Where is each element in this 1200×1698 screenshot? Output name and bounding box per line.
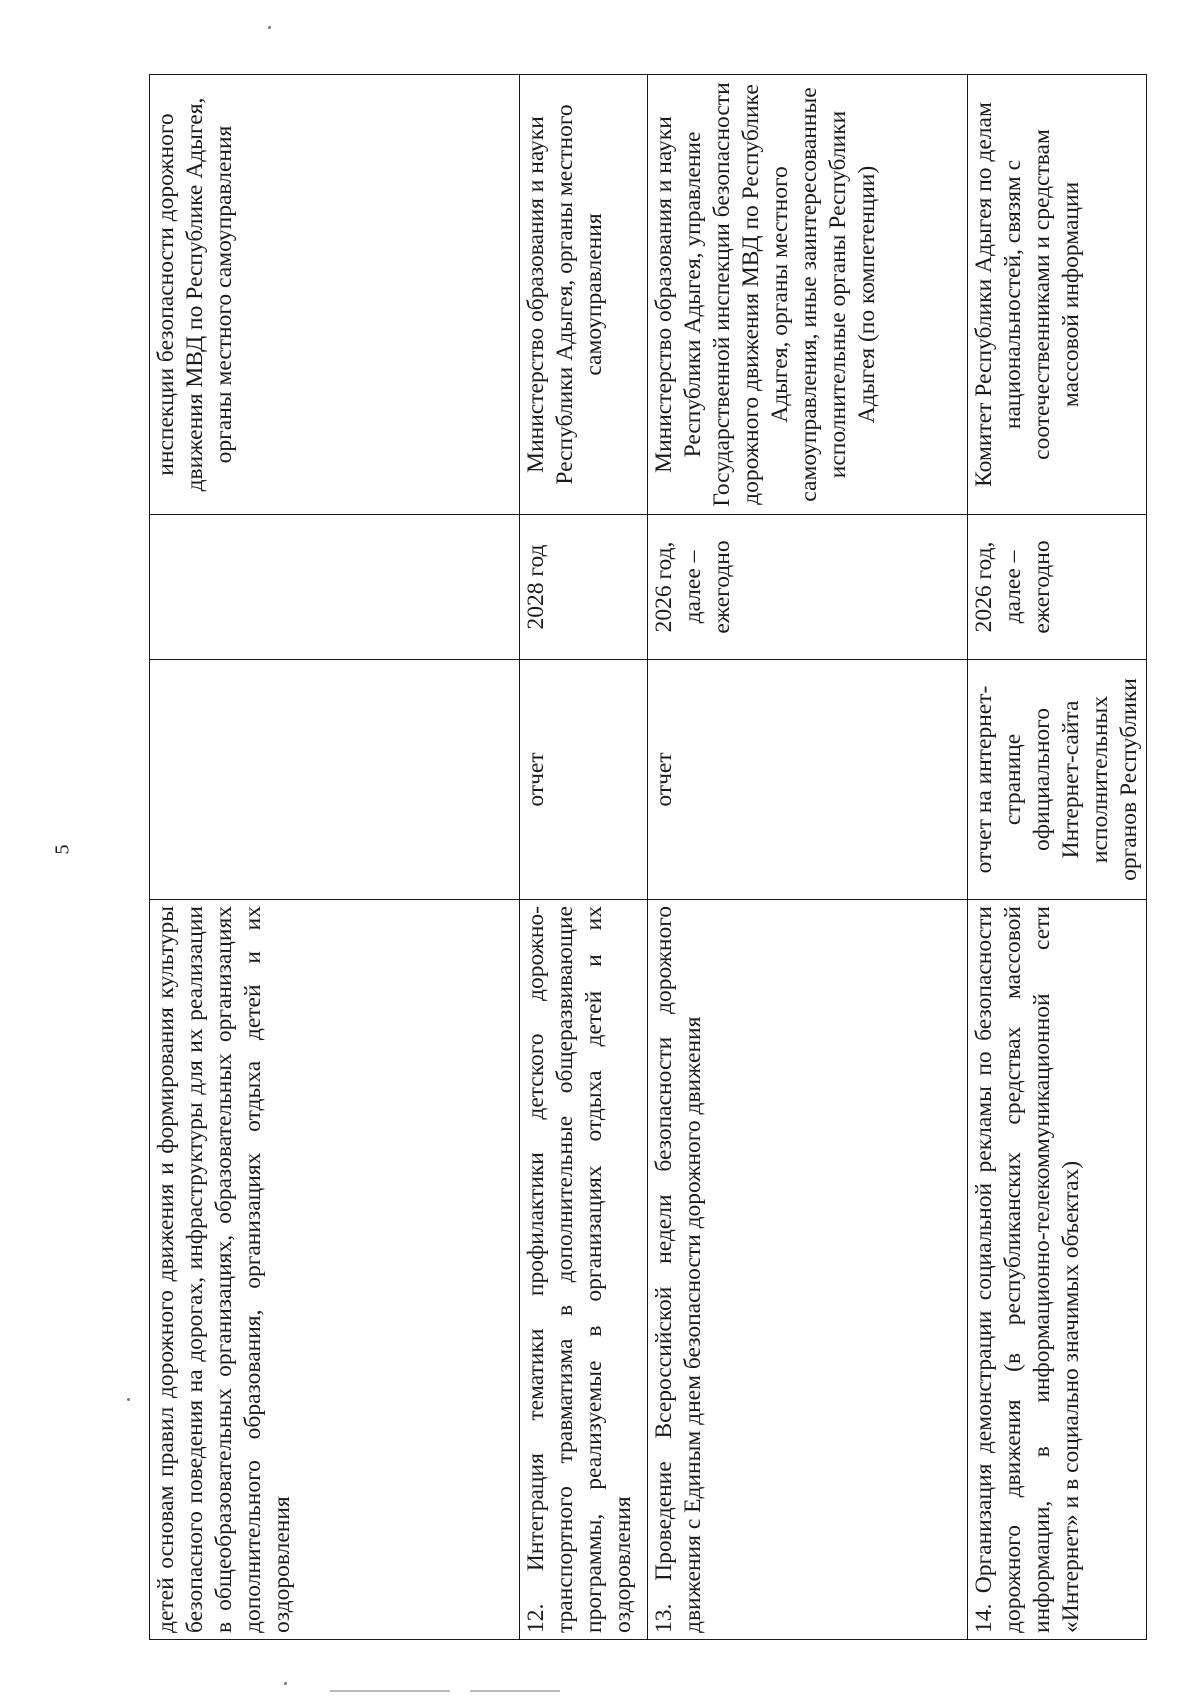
executors-cell: Комитет Республики Адыгея по делам национальностей, связям с соотечественниками и средствам массовой информации bbox=[968, 75, 1147, 515]
table-row bbox=[150, 75, 520, 1640]
table-row bbox=[648, 75, 968, 1640]
event-cell: детей основам правил дорожного движения и формирования культуры безопасного поведения на дорогах, инфраструктуры для их реализации в общеобразовательных организациях, образовательных организациях дополнительного образования, организациях отдыха детей и их оздоровления bbox=[150, 900, 520, 1640]
executors-cell: инспекции безопасности дорожного движения МВД по Республике Адыгея, органы местного самоуправления bbox=[150, 75, 520, 515]
report-form-cell: отчет bbox=[520, 660, 648, 900]
report-form-cell: отчет bbox=[648, 660, 968, 900]
plan-table bbox=[149, 74, 1147, 1640]
deadline-cell: 2028 год bbox=[520, 515, 648, 660]
deadline-cell: 2026 год, далее – ежегодно bbox=[648, 515, 968, 660]
deadline-cell bbox=[150, 515, 520, 660]
scan-speck bbox=[268, 26, 271, 29]
event-cell: 13. Проведение Всероссийской недели безопасности дорожного движения с Единым днем безопасности дорожного движения bbox=[648, 900, 968, 1640]
scan-speck bbox=[284, 1682, 287, 1685]
page-number: 5 bbox=[51, 844, 74, 855]
event-cell: 12. Интеграция тематики профилактики детского дорожно-транспортного травматизма в дополнительные общеразвивающие программы, реализуемые в организациях отдыха детей и их оздоровления bbox=[520, 900, 648, 1640]
rotated-table-wrapper bbox=[149, 75, 1142, 1640]
table-row bbox=[968, 75, 1147, 1640]
report-form-cell bbox=[150, 660, 520, 900]
report-form-cell: отчет на интернет-странице официального Интернет-сайта исполнительных органов Республики bbox=[968, 660, 1147, 900]
executors-cell: Министерство образования и науки Республики Адыгея, управление Государственной инспекции безопасности дорожного движения МВД по Республике Адыгея, органы местного самоуправления, иные заинтересованные исполнительные органы Республики Адыгея (по компетенции) bbox=[648, 75, 968, 515]
table-row bbox=[520, 75, 648, 1640]
scan-speck bbox=[127, 1398, 130, 1401]
event-cell: 14. Организация демонстрации социальной рекламы по безопасности дорожного движения (в республиканских средствах массовой информации, в информационно-телекоммуникационной сети «Интернет» и в социально значимых объектах) bbox=[968, 900, 1147, 1640]
scan-noise bbox=[470, 1690, 560, 1692]
scan-noise bbox=[330, 1690, 450, 1692]
deadline-cell: 2026 год, далее – ежегодно bbox=[968, 515, 1147, 660]
executors-cell: Министерство образования и науки Республики Адыгея, органы местного самоуправления bbox=[520, 75, 648, 515]
